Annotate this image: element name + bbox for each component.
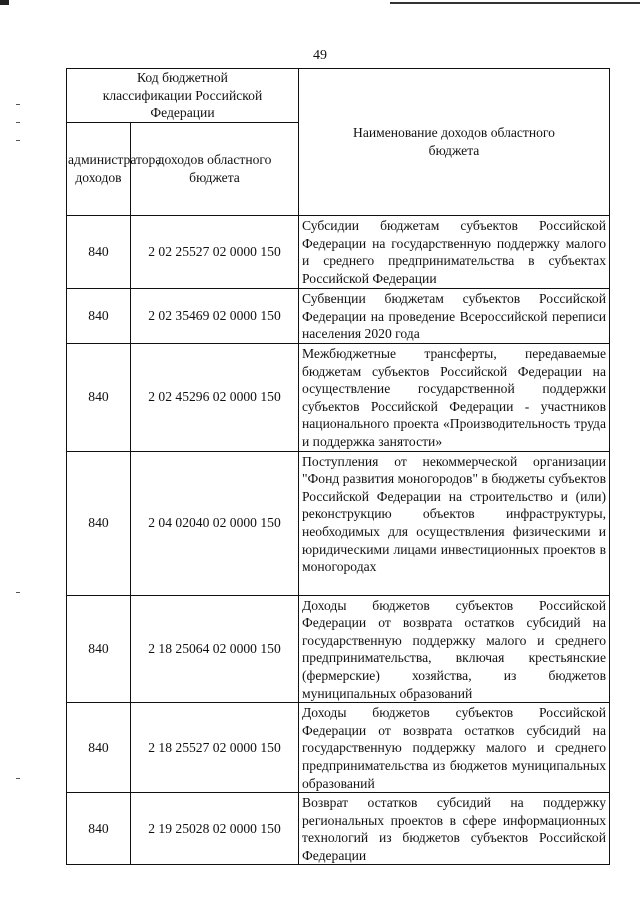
admin-code-cell: 840 bbox=[67, 216, 131, 289]
table-row bbox=[67, 289, 610, 344]
income-code-cell: 2 19 25028 02 0000 150 bbox=[131, 793, 299, 865]
income-name-cell: Возврат остатков субсидий на поддержку региональных проектов в сфере информационных технологий из бюджетов субъектов Российской Федерации bbox=[299, 793, 610, 865]
scan-artifact-dot bbox=[16, 592, 20, 593]
income-code-cell: 2 04 02040 02 0000 150 bbox=[131, 451, 299, 595]
income-name-cell: Субсидии бюджетам субъектов Российской Федерации на государственную поддержку малого и среднего предпринимательства в субъектах Российской Федерации bbox=[299, 216, 610, 289]
income-code-cell: 2 02 35469 02 0000 150 bbox=[131, 289, 299, 344]
header-admin: администратора доходов bbox=[67, 123, 131, 216]
header-income: доходов областного бюджета bbox=[131, 123, 299, 216]
header-name: Наименование доходов областного бюджета bbox=[299, 69, 610, 216]
header-code-group: Код бюджетной классификации Российской Федерации bbox=[67, 69, 299, 123]
scan-artifact-dot bbox=[16, 122, 20, 123]
income-code-cell: 2 18 25064 02 0000 150 bbox=[131, 595, 299, 703]
scan-artifact-dot bbox=[16, 104, 20, 105]
scan-artifact-dot bbox=[16, 140, 20, 141]
income-name-cell: Доходы бюджетов субъектов Российской Федерации от возврата остатков субсидий на государственную поддержку малого и среднего предпринимательства из бюджетов муниципальных образований bbox=[299, 703, 610, 793]
table-row bbox=[67, 793, 610, 865]
admin-code-cell: 840 bbox=[67, 793, 131, 865]
scan-artifact-line bbox=[390, 2, 640, 4]
budget-income-table bbox=[66, 68, 610, 865]
header-row-top bbox=[67, 69, 610, 123]
income-name-cell: Поступления от некоммерческой организации "Фонд развития моногородов" в бюджеты субъектов Российской Федерации на строительство и (или) реконструкцию объектов инфраструктуры, необходимых для осуществления физическими и юридическими лицами инвестиционных проектов в моногородах bbox=[299, 451, 610, 595]
table-row bbox=[67, 344, 610, 452]
admin-code-cell: 840 bbox=[67, 289, 131, 344]
table-row bbox=[67, 703, 610, 793]
income-code-cell: 2 02 25527 02 0000 150 bbox=[131, 216, 299, 289]
table-row bbox=[67, 451, 610, 595]
admin-code-cell: 840 bbox=[67, 703, 131, 793]
scan-artifact-corner bbox=[0, 0, 9, 5]
page-number: 49 bbox=[313, 48, 327, 63]
admin-code-cell: 840 bbox=[67, 451, 131, 595]
income-code-cell: 2 02 45296 02 0000 150 bbox=[131, 344, 299, 452]
admin-code-cell: 840 bbox=[67, 595, 131, 703]
income-name-cell: Межбюджетные трансферты, передаваемые бюджетам субъектов Российской Федерации на осуществление государственной поддержки субъектов Российской Федерации - участников национального проекта «Производительность труда и поддержка занятости» bbox=[299, 344, 610, 452]
table-row bbox=[67, 595, 610, 703]
income-name-cell: Субвенции бюджетам субъектов Российской Федерации на проведение Всероссийской переписи населения 2020 года bbox=[299, 289, 610, 344]
table-body bbox=[67, 69, 610, 865]
table-row bbox=[67, 216, 610, 289]
income-name-cell: Доходы бюджетов субъектов Российской Федерации от возврата остатков субсидий на государственную поддержку малого и среднего предпринимательства, включая крестьянские (фермерские) хозяйства, из бюджетов муниципальных образований bbox=[299, 595, 610, 703]
income-code-cell: 2 18 25527 02 0000 150 bbox=[131, 703, 299, 793]
scan-artifact-dot bbox=[16, 778, 20, 779]
admin-code-cell: 840 bbox=[67, 344, 131, 452]
